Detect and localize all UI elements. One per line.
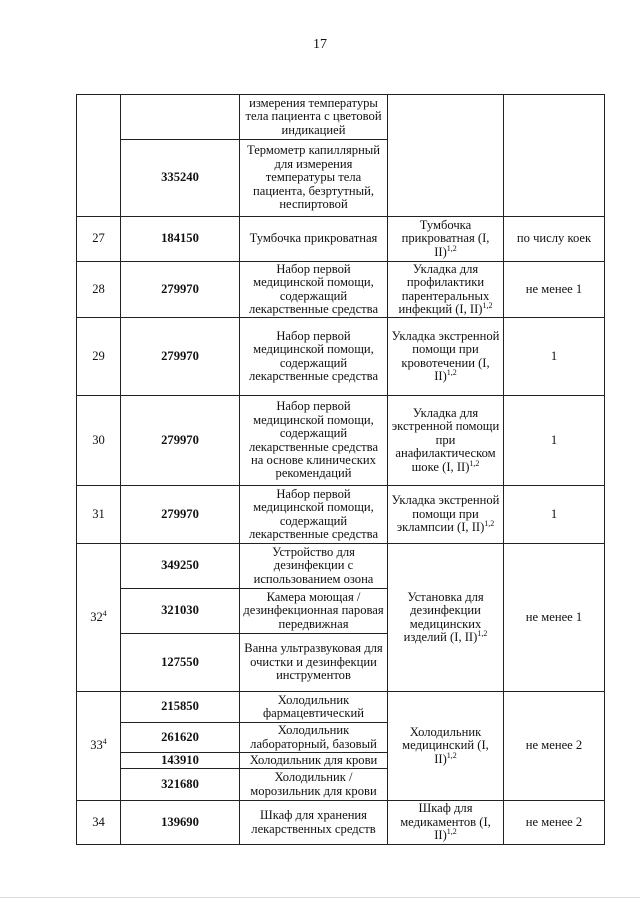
table-row xyxy=(77,486,605,544)
code-cell: 279970 xyxy=(121,396,240,486)
standard-text: Тумбочка прикроватная (I, II) xyxy=(401,217,490,259)
code-cell: 143910 xyxy=(121,753,240,769)
table-row xyxy=(77,217,605,262)
device-name: Устройство для дезинфекции с использованием озона xyxy=(240,544,388,589)
row-number: 30 xyxy=(77,396,121,486)
code-cell xyxy=(121,95,240,140)
row-number: 34 xyxy=(77,801,121,845)
device-name: Холодильник для крови xyxy=(240,753,388,769)
table-row xyxy=(77,318,605,396)
device-name: Холодильник фармацевтический xyxy=(240,692,388,723)
table-row xyxy=(77,262,605,318)
code-cell: 321680 xyxy=(121,769,240,801)
table-row xyxy=(77,396,605,486)
standard-name xyxy=(388,544,504,692)
device-name: Шкаф для хранения лекарственных средств xyxy=(240,801,388,845)
row-number xyxy=(77,95,121,217)
quantity: не менее 1 xyxy=(504,544,605,692)
row-number: 27 xyxy=(77,217,121,262)
standard-text: Холодильник медицинский (I, II) xyxy=(402,724,489,766)
quantity: не менее 1 xyxy=(504,262,605,318)
table-row xyxy=(77,95,605,140)
device-name: Камера моющая /дезинфекционная паровая передвижная xyxy=(240,589,388,634)
code-cell: 139690 xyxy=(121,801,240,845)
device-name: измерения температуры тела пациента с цветовой индикацией xyxy=(240,95,388,140)
scan-edge-line xyxy=(0,897,640,898)
row-number-text: 32 xyxy=(90,609,103,624)
row-number xyxy=(77,544,121,692)
device-name: Холодильник /морозильник для крови xyxy=(240,769,388,801)
device-name: Ванна ультразвуковая для очистки и дезинфекции инструментов xyxy=(240,634,388,692)
footnote-mark: 1,2 xyxy=(446,750,457,760)
standard-text: Укладка экстренной помощи при эклампсии (I, II) xyxy=(391,493,500,535)
footnote-mark: 1,2 xyxy=(469,458,480,468)
device-name: Тумбочка прикроватная xyxy=(240,217,388,262)
row-number: 31 xyxy=(77,486,121,544)
code-cell: 349250 xyxy=(121,544,240,589)
footnote-mark: 4 xyxy=(102,608,107,618)
code-cell: 261620 xyxy=(121,723,240,753)
standard-name xyxy=(388,801,504,845)
code-cell: 279970 xyxy=(121,486,240,544)
table-row xyxy=(77,692,605,723)
row-number: 29 xyxy=(77,318,121,396)
quantity: не менее 2 xyxy=(504,801,605,845)
code-cell: 335240 xyxy=(121,140,240,217)
footnote-mark: 1,2 xyxy=(446,243,457,253)
standard-name xyxy=(388,318,504,396)
standard-name xyxy=(388,217,504,262)
footnote-mark: 1,2 xyxy=(477,628,488,638)
standard-name xyxy=(388,486,504,544)
code-cell: 184150 xyxy=(121,217,240,262)
quantity: 1 xyxy=(504,318,605,396)
standard-text: Укладка экстренной помощи при кровотечении (I, II) xyxy=(391,328,500,383)
quantity: не менее 2 xyxy=(504,692,605,801)
code-cell: 279970 xyxy=(121,262,240,318)
standard-name xyxy=(388,262,504,318)
equipment-table xyxy=(76,94,605,845)
device-name: Набор первой медицинской помощи, содержащий лекарственные средства xyxy=(240,486,388,544)
standard-name xyxy=(388,396,504,486)
quantity: 1 xyxy=(504,396,605,486)
footnote-mark: 1,2 xyxy=(484,519,495,529)
device-name: Холодильник лабораторный, базовый xyxy=(240,723,388,753)
standard-text: Укладка для профилактики парентеральных инфекций (I, II) xyxy=(398,261,490,316)
device-name: Набор первой медицинской помощи, содержащий лекарственные средства xyxy=(240,262,388,318)
code-cell: 127550 xyxy=(121,634,240,692)
standard-name xyxy=(388,95,504,217)
footnote-mark: 4 xyxy=(102,737,107,747)
standard-text: Установка для дезинфекции медицинских изделий (I, II) xyxy=(403,589,484,644)
standard-text: Шкаф для медикаментов (I, II) xyxy=(400,801,491,843)
quantity: 1 xyxy=(504,486,605,544)
device-name: Термометр капиллярный для измерения температуры тела пациента, безртутный, неспиртовой xyxy=(240,140,388,217)
code-cell: 279970 xyxy=(121,318,240,396)
standard-name xyxy=(388,692,504,801)
footnote-mark: 1,2 xyxy=(446,367,457,377)
row-number: 28 xyxy=(77,262,121,318)
row-number xyxy=(77,692,121,801)
standard-text: Укладка для экстренной помощи при анафилактическом шоке (I, II) xyxy=(391,405,500,474)
quantity xyxy=(504,95,605,217)
footnote-mark: 1,2 xyxy=(482,300,493,310)
table-row xyxy=(77,801,605,845)
page-number: 17 xyxy=(313,37,327,52)
table-row xyxy=(77,544,605,589)
device-name: Набор первой медицинской помощи, содержащий лекарственные средства на основе клинических рекомендаций xyxy=(240,396,388,486)
row-number-text: 33 xyxy=(90,738,103,753)
device-name: Набор первой медицинской помощи, содержащий лекарственные средства xyxy=(240,318,388,396)
code-cell: 215850 xyxy=(121,692,240,723)
footnote-mark: 1,2 xyxy=(446,827,457,837)
quantity: по числу коек xyxy=(504,217,605,262)
code-cell: 321030 xyxy=(121,589,240,634)
